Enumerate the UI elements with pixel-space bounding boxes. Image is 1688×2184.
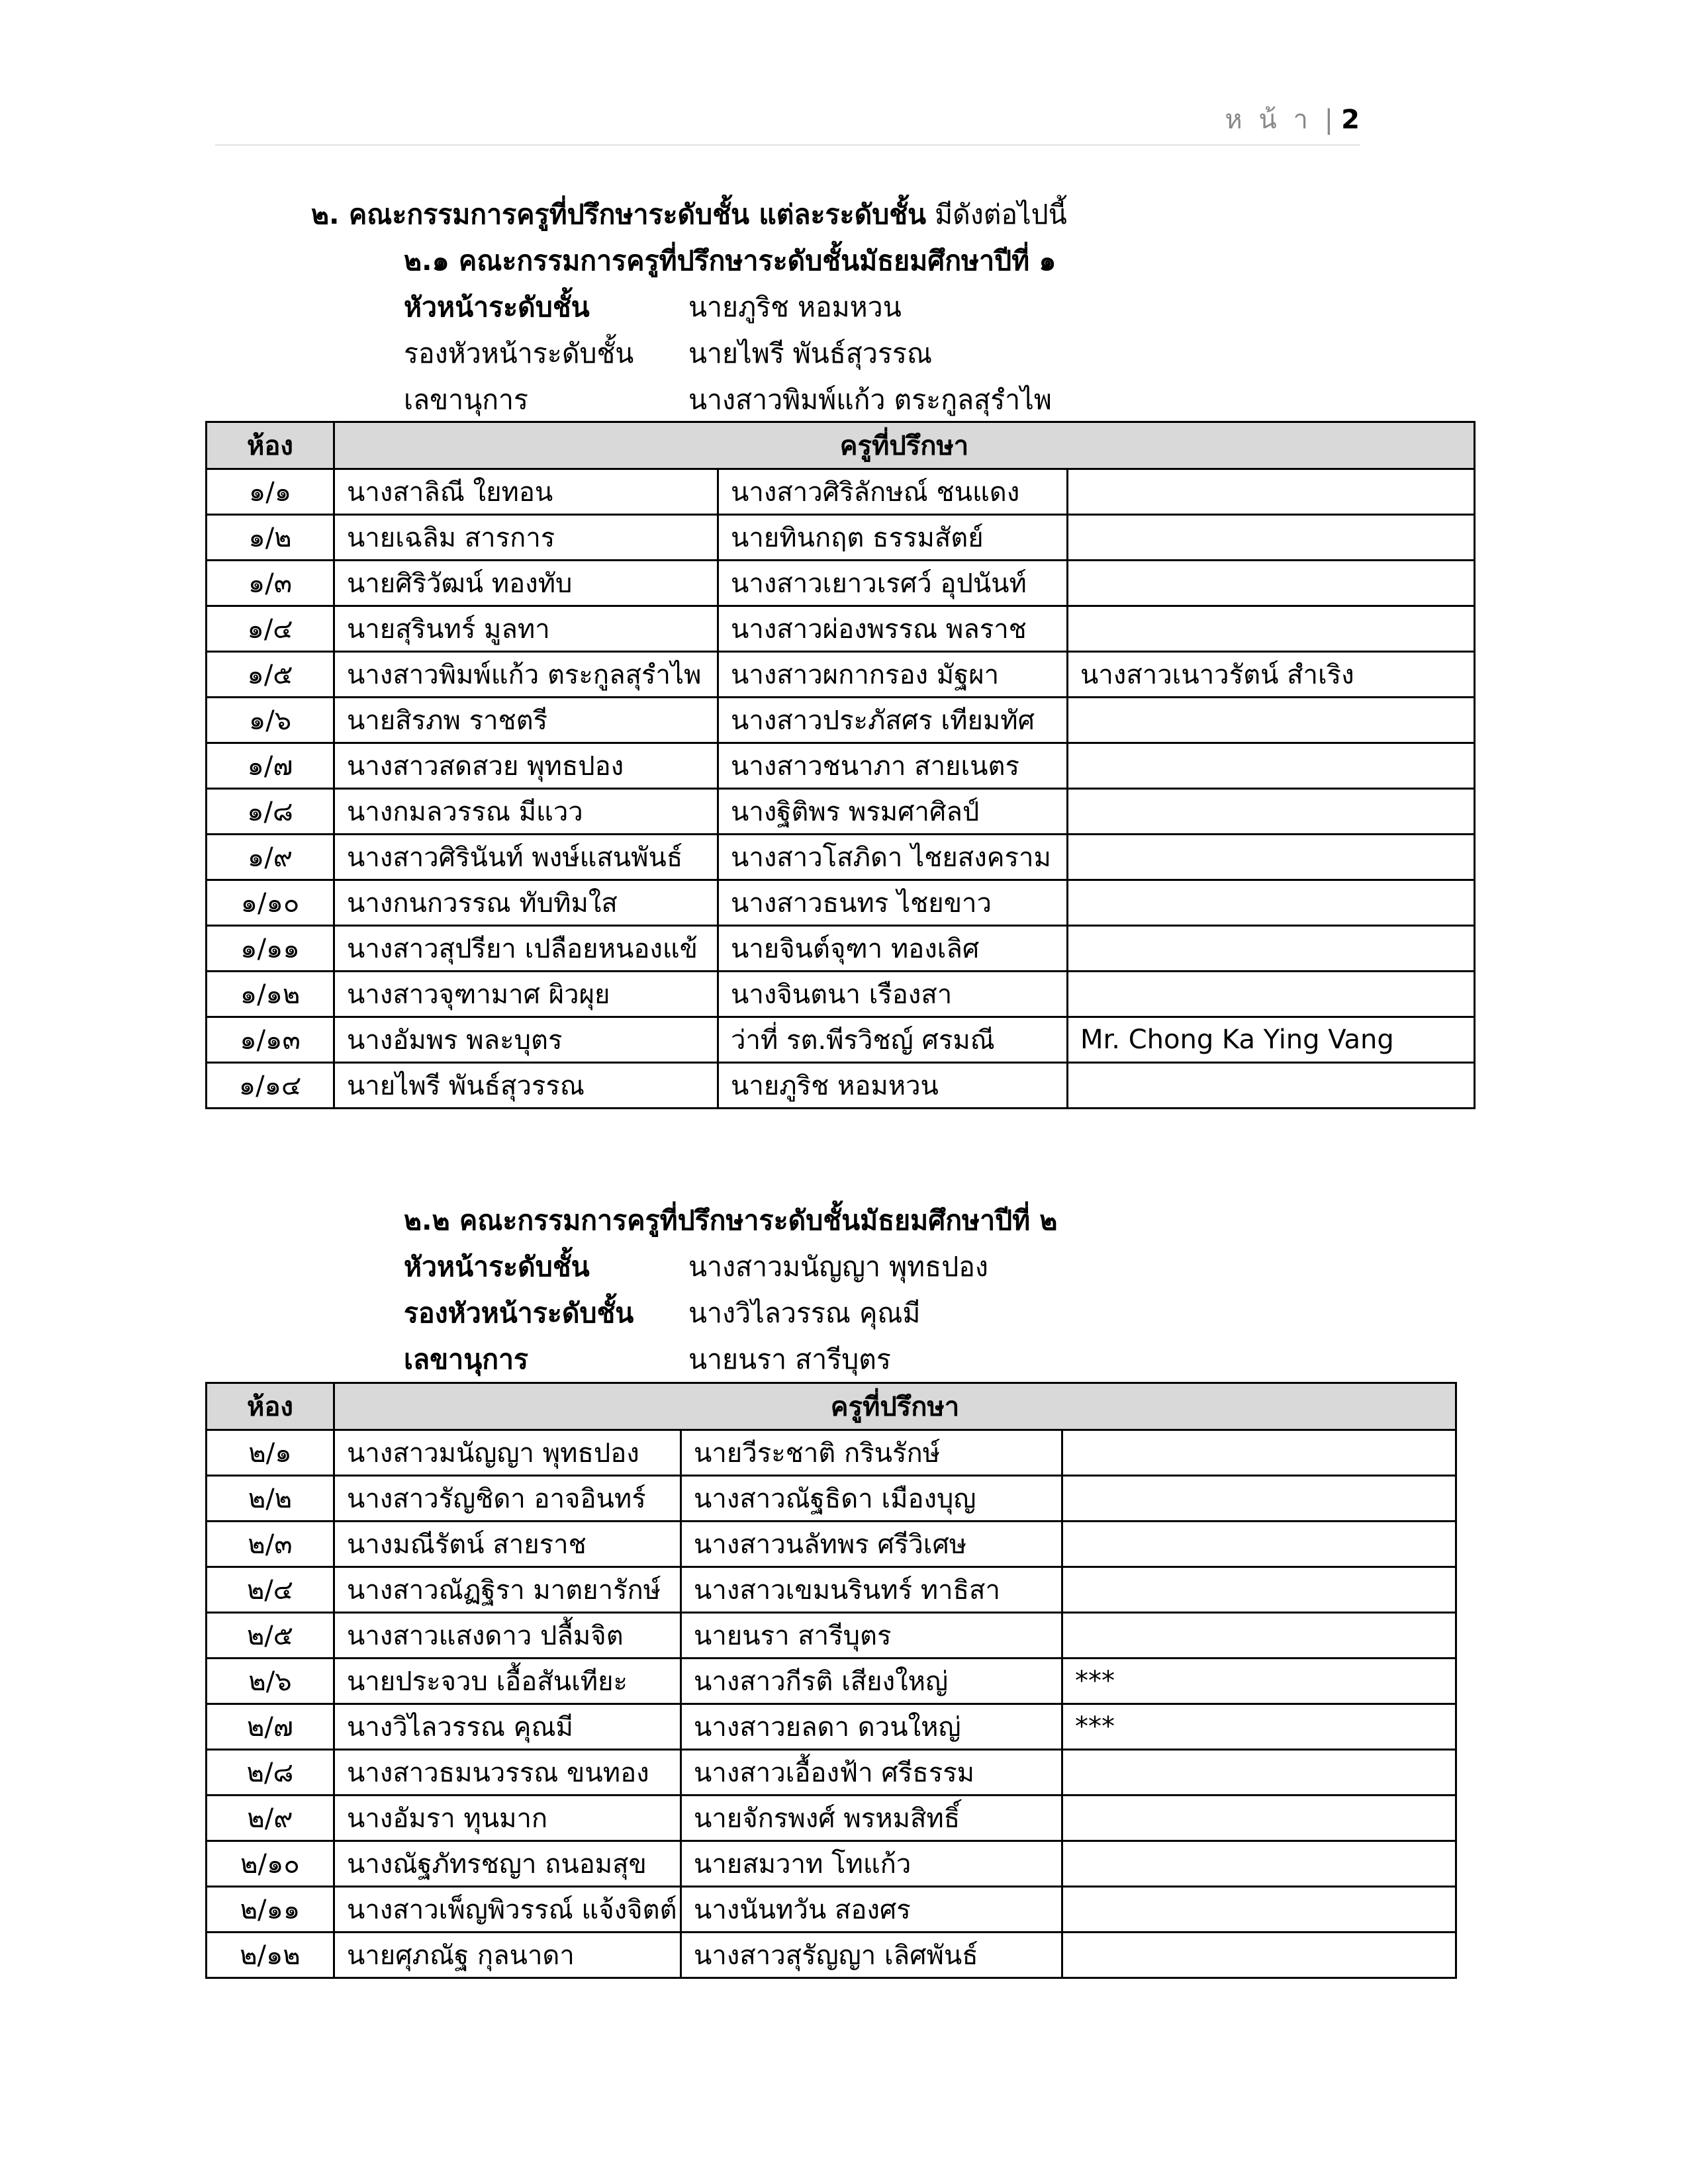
room-cell: ๒/๑๑ (207, 1887, 334, 1933)
room-cell: ๑/๑๐ (207, 880, 334, 926)
room-column-header: ห้อง (207, 422, 334, 469)
advisor-3-cell (1068, 698, 1475, 743)
advisor-2-cell: นางสาวโสภิดา ไชยสงคราม (718, 835, 1068, 880)
grade2-secretary-label: เลขานุการ (404, 1343, 529, 1375)
advisor-1-cell: นางอัมพร พละบุตร (334, 1017, 718, 1063)
advisor-1-cell: นางสาวมนัญญา พุทธปอง (334, 1430, 681, 1476)
advisor-3-cell (1062, 1522, 1456, 1567)
advisor-1-cell: นางกมลวรรณ มีแวว (334, 789, 718, 835)
advisor-3-cell (1068, 880, 1475, 926)
grade1-advisor-table (205, 421, 1476, 1109)
grade2-secretary-name: นายนรา สารีบุตร (688, 1343, 891, 1375)
grade2-deputy-label: รองหัวหน้าระดับชั้น (404, 1297, 634, 1329)
page-label: ห น้ า (1225, 105, 1312, 135)
room-cell: ๑/๙ (207, 835, 334, 880)
room-cell: ๒/๑ (207, 1430, 334, 1476)
advisor-3-cell (1068, 835, 1475, 880)
advisor-2-cell: นายทินกฤต ธรรมสัตย์ (718, 515, 1068, 561)
table-row (207, 743, 1475, 789)
table-row (207, 1430, 1456, 1476)
advisor-2-cell: นายภูริช หอมหวน (718, 1063, 1068, 1109)
table-row (207, 835, 1475, 880)
advisor-3-cell (1062, 1430, 1456, 1476)
advisor-2-cell: นางสาวเยาวเรศว์ อุปนันท์ (718, 561, 1068, 606)
table-row (207, 652, 1475, 698)
advisor-2-cell: นางนันทวัน สองศร (681, 1887, 1062, 1933)
table-row (207, 1659, 1456, 1704)
table-header-row (207, 1383, 1456, 1430)
grade1-deputy-name: นายไพรี พันธ์สุวรรณ (688, 338, 932, 369)
table-row (207, 515, 1475, 561)
header-divider (215, 144, 1360, 146)
advisor-3-cell (1062, 1796, 1456, 1841)
advisor-3-cell: นางสาวเนาวรัตน์ สำเริง (1068, 652, 1475, 698)
page-header (1225, 98, 1360, 140)
advisor-1-cell: นายศุภณัฐ กุลนาดา (334, 1933, 681, 1978)
table-row (207, 1796, 1456, 1841)
advisor-3-cell: *** (1062, 1704, 1456, 1750)
advisor-2-cell: นางสาวชนาภา สายเนตร (718, 743, 1068, 789)
page-separator: | (1324, 105, 1338, 135)
table-row (207, 1933, 1456, 1978)
advisor-2-cell: ว่าที่ รต.พีรวิชญ์ ศรมณี (718, 1017, 1068, 1063)
table-row (207, 469, 1475, 515)
advisor-3-cell (1062, 1613, 1456, 1659)
advisor-3-cell (1062, 1933, 1456, 1978)
table-row (207, 1613, 1456, 1659)
advisor-3-cell (1068, 469, 1475, 515)
grade1-head-name: นายภูริช หอมหวน (688, 291, 902, 323)
table-row (207, 926, 1475, 972)
table-row (207, 1841, 1456, 1887)
advisor-3-cell (1068, 1063, 1475, 1109)
advisor-2-cell: นางสาวประภัสศร เทียมทัศ (718, 698, 1068, 743)
advisors-column-header: ครูที่ปรึกษา (334, 422, 1475, 469)
table-row (207, 606, 1475, 652)
room-cell: ๒/๑๐ (207, 1841, 334, 1887)
room-cell: ๑/๕ (207, 652, 334, 698)
advisor-3-cell (1062, 1567, 1456, 1613)
advisor-2-cell: นางสาวผกากรอง มัฐผา (718, 652, 1068, 698)
advisor-3-cell (1068, 789, 1475, 835)
room-cell: ๑/๑๔ (207, 1063, 334, 1109)
room-cell: ๒/๙ (207, 1796, 334, 1841)
advisor-1-cell: นางมณีรัตน์ สายราช (334, 1522, 681, 1567)
advisor-2-cell: นายวีระชาติ กรินรักษ์ (681, 1430, 1062, 1476)
table-row (207, 561, 1475, 606)
advisor-3-cell (1062, 1476, 1456, 1522)
advisor-1-cell: นางณัฐภัทรชญา ถนอมสุข (334, 1841, 681, 1887)
room-cell: ๑/๑๑ (207, 926, 334, 972)
advisor-3-cell (1068, 926, 1475, 972)
room-cell: ๑/๒ (207, 515, 334, 561)
advisor-2-cell: นางฐิติพร พรมศาศิลป์ (718, 789, 1068, 835)
advisor-1-cell: นางสาวแสงดาว ปลื้มจิต (334, 1613, 681, 1659)
grade1-deputy-label: รองหัวหน้าระดับชั้น (404, 338, 634, 369)
advisor-2-cell: นายนรา สารีบุตร (681, 1613, 1062, 1659)
grade2-advisor-table (205, 1382, 1457, 1979)
table-row (207, 1750, 1456, 1796)
room-cell: ๒/๖ (207, 1659, 334, 1704)
room-cell: ๒/๕ (207, 1613, 334, 1659)
room-cell: ๑/๘ (207, 789, 334, 835)
advisor-1-cell: นายไพรี พันธ์สุวรรณ (334, 1063, 718, 1109)
section-title-rest: มีดังต่อไปนี้ (926, 199, 1067, 230)
advisor-1-cell: นางวิไลวรรณ คุณมี (334, 1704, 681, 1750)
table-row (207, 789, 1475, 835)
room-cell: ๒/๗ (207, 1704, 334, 1750)
advisor-2-cell: นายสมวาท โทแก้ว (681, 1841, 1062, 1887)
room-cell: ๒/๔ (207, 1567, 334, 1613)
advisor-2-cell: นางสาวสุรัญญา เลิศพันธ์ (681, 1933, 1062, 1978)
advisor-1-cell: นางสาวสดสวย พุทธปอง (334, 743, 718, 789)
advisor-3-cell: Mr. Chong Ka Ying Vang (1068, 1017, 1475, 1063)
room-cell: ๒/๑๒ (207, 1933, 334, 1978)
advisor-1-cell: นางสาวพิมพ์แก้ว ตระกูลสุรำไพ (334, 652, 718, 698)
grade1-secretary-name: นางสาวพิมพ์แก้ว ตระกูลสุรำไพ (688, 384, 1052, 416)
advisor-3-cell (1068, 743, 1475, 789)
grade2-head-label: หัวหน้าระดับชั้น (404, 1251, 590, 1283)
advisor-2-cell: นางจินตนา เรืองสา (718, 972, 1068, 1017)
advisor-3-cell (1062, 1887, 1456, 1933)
section-heading (311, 193, 1067, 236)
table-row (207, 698, 1475, 743)
grade1-head-label: หัวหน้าระดับชั้น (404, 291, 590, 323)
room-column-header: ห้อง (207, 1383, 334, 1430)
advisor-1-cell: นางสาลิณี ใยทอน (334, 469, 718, 515)
advisor-1-cell: นายศิริวัฒน์ ทองทับ (334, 561, 718, 606)
grade1-secretary-label: เลขานุการ (404, 384, 529, 416)
advisor-2-cell: นางสาวณัฐธิดา เมืองบุญ (681, 1476, 1062, 1522)
table-row (207, 1476, 1456, 1522)
advisor-3-cell (1068, 561, 1475, 606)
advisor-3-cell (1068, 606, 1475, 652)
room-cell: ๑/๖ (207, 698, 334, 743)
advisor-2-cell: นางสาวยลดา ดวนใหญ่ (681, 1704, 1062, 1750)
room-cell: ๒/๒ (207, 1476, 334, 1522)
table-row (207, 1063, 1475, 1109)
advisor-1-cell: นางสาวสุปรียา เปลือยหนองแข้ (334, 926, 718, 972)
advisor-1-cell: นายสิรภพ ราชตรี (334, 698, 718, 743)
advisor-1-cell: นางสาวณัฏฐิรา มาตยารักษ์ (334, 1567, 681, 1613)
room-cell: ๑/๗ (207, 743, 334, 789)
advisor-3-cell (1068, 515, 1475, 561)
advisor-1-cell: นางอัมรา ทุนมาก (334, 1796, 681, 1841)
advisor-3-cell (1062, 1841, 1456, 1887)
section-title: ๒. คณะกรรมการครูที่ปรึกษาระดับชั้น แต่ละระดับชั้น (311, 199, 927, 230)
table-row (207, 1704, 1456, 1750)
page-number: 2 (1341, 105, 1360, 135)
grade2-deputy-name: นางวิไลวรรณ คุณมี (688, 1297, 921, 1329)
advisor-3-cell: *** (1062, 1659, 1456, 1704)
advisor-2-cell: นายจินต์จุฑา ทองเลิศ (718, 926, 1068, 972)
advisor-1-cell: นางสาวธมนวรรณ ขนทอง (334, 1750, 681, 1796)
table-row (207, 880, 1475, 926)
room-cell: ๒/๘ (207, 1750, 334, 1796)
table-row (207, 1567, 1456, 1613)
advisor-1-cell: นางสาวเพ็ญพิวรรณ์ แจ้งจิตต์ (334, 1887, 681, 1933)
advisor-2-cell: นายจักรพงศ์ พรหมสิทธิ์ (681, 1796, 1062, 1841)
advisor-1-cell: นางสาวรัญชิดา อาจอินทร์ (334, 1476, 681, 1522)
advisor-1-cell: นายสุรินทร์ มูลทา (334, 606, 718, 652)
table-row (207, 972, 1475, 1017)
grade1-title: ๒.๑ คณะกรรมการครูที่ปรึกษาระดับชั้นมัธยมศึกษาปีที่ ๑ (404, 245, 1056, 277)
advisor-3-cell (1068, 972, 1475, 1017)
advisor-1-cell: นางสาวจุฑามาศ ผิวผุย (334, 972, 718, 1017)
advisor-1-cell: นางสาวศิรินันท์ พงษ์แสนพันธ์ (334, 835, 718, 880)
advisor-1-cell: นายประจวบ เอื้อสันเทียะ (334, 1659, 681, 1704)
room-cell: ๑/๑๒ (207, 972, 334, 1017)
advisor-2-cell: นางสาวนลัทพร ศรีวิเศษ (681, 1522, 1062, 1567)
advisor-2-cell: นางสาวกีรติ เสียงใหญ่ (681, 1659, 1062, 1704)
table-row (207, 1017, 1475, 1063)
room-cell: ๑/๑ (207, 469, 334, 515)
advisors-column-header: ครูที่ปรึกษา (334, 1383, 1456, 1430)
advisor-2-cell: นางสาวผ่องพรรณ พลราช (718, 606, 1068, 652)
room-cell: ๒/๓ (207, 1522, 334, 1567)
advisor-2-cell: นางสาวเขมนรินทร์ ทาธิสา (681, 1567, 1062, 1613)
advisor-2-cell: นางสาวเอื้องฟ้า ศรีธรรม (681, 1750, 1062, 1796)
advisor-2-cell: นางสาวธนทร ไชยขาว (718, 880, 1068, 926)
table-row (207, 1522, 1456, 1567)
advisor-1-cell: นายเฉลิม สารการ (334, 515, 718, 561)
advisor-3-cell (1062, 1750, 1456, 1796)
advisor-2-cell: นางสาวศิริลักษณ์ ชนแดง (718, 469, 1068, 515)
table-header-row (207, 422, 1475, 469)
advisor-1-cell: นางกนกวรรณ ทับทิมใส (334, 880, 718, 926)
room-cell: ๑/๔ (207, 606, 334, 652)
table-row (207, 1887, 1456, 1933)
grade2-title: ๒.๒ คณะกรรมการครูที่ปรึกษาระดับชั้นมัธยมศึกษาปีที่ ๒ (404, 1205, 1058, 1236)
room-cell: ๑/๑๓ (207, 1017, 334, 1063)
room-cell: ๑/๓ (207, 561, 334, 606)
grade2-head-name: นางสาวมนัญญา พุทธปอง (688, 1251, 988, 1283)
